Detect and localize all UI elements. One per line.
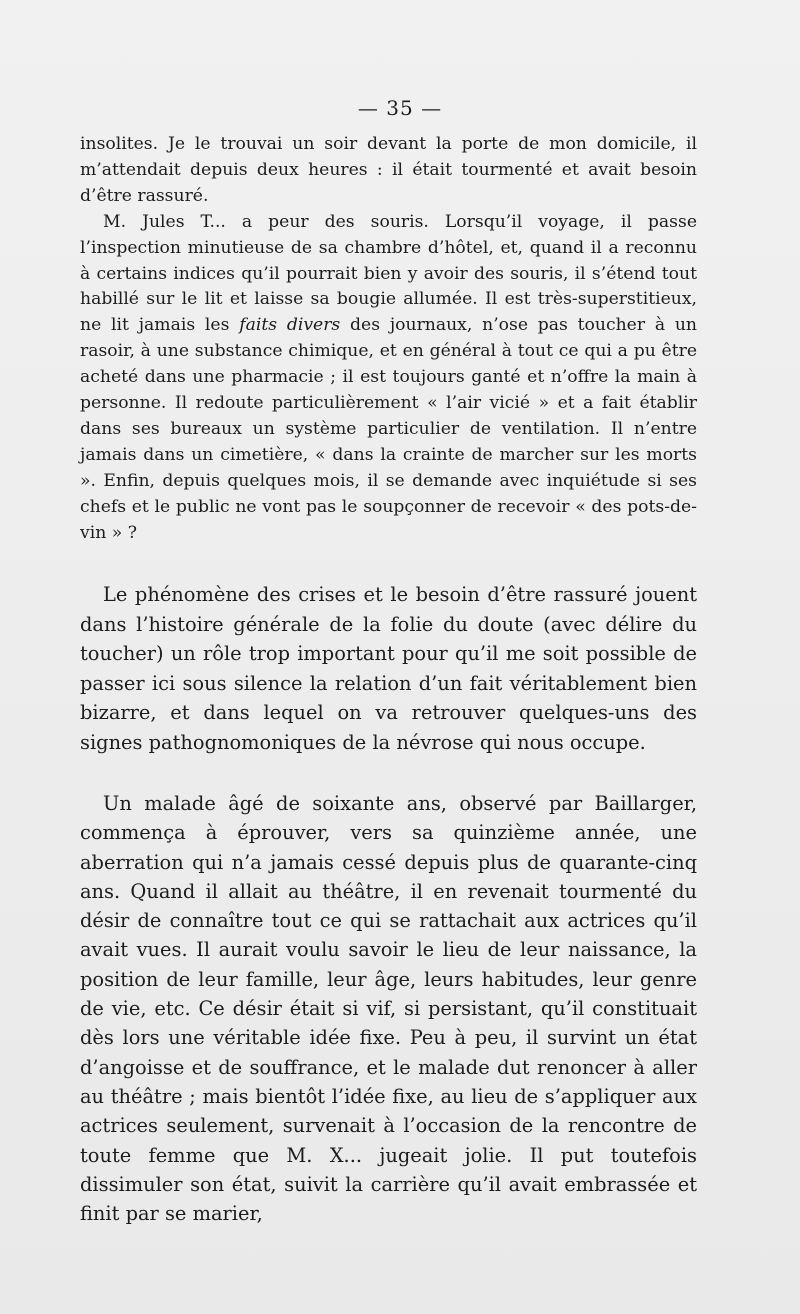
paragraph-jules-t — [80, 210, 697, 547]
text-block-malade — [80, 789, 697, 1228]
text-block-continuation — [80, 132, 697, 547]
paragraph-phenomene: Le phénomène des crises et le besoin d’être rassuré jouent dans l’histoire générale de la folie du doute (avec délire du toucher) un rôle trop important pour qu’il me soit possible de passer ici sous silence la relation d’un fait véritablement bien bizarre, et dans lequel on va retrouver quelques-uns des signes pathognomoniques de la névrose qui nous occupe. — [80, 583, 697, 754]
paragraph-malade: Un malade âgé de soixante ans, observé par Baillarger, commença à éprouver, vers sa quinzième année, une aberration qui n’a jamais cessé depuis plus de quarante-cinq ans. Quand il allait au théâtre, il en revenait tourmenté du désir de connaître tout ce qui se rattachait aux actrices qu’il avait vues. Il aurait voulu savoir le lieu de leur naissance, la position de leur famille, leur âge, leurs habitudes, leur genre de vie, etc. Ce désir était si vif, si persistant, qu’il constituait dès lors une véritable idée fixe. Peu à peu, il survint un état d’angoisse et de souffrance, et le malade dut renoncer à aller au théâtre ; mais bientôt l’idée fixe, au lieu de s’appliquer aux actrices seulement, survenait à l’occasion de la rencontre de toute femme que M. X... jugeait jolie. Il put toutefois dissimuler son état, suivit la carrière qu’il avait embrassée et finit par se marier, — [80, 792, 697, 1226]
text-block-phenomene — [80, 580, 697, 757]
paragraph-jules-t-part2: des journaux, n’ose pas toucher à un rasoir, à une substance chimique, et en général à tout ce qui a pu être acheté dans une pharmacie ; il est toujours ganté et n’offre la main à personne. Il redoute particulièrement « l’air vicié » et a fait établir dans ses bureaux un système particulier de ventilation. Il n’entre jamais dans un cimetière, « dans la crainte de marcher sur les morts ». Enfin, depuis quelques mois, il se demande avec inquiétude si ses chefs et le public ne vont pas le soupçonner de recevoir « des pots-de-vin » ? — [80, 315, 697, 543]
page-number: — 35 — — [357, 96, 443, 120]
paragraph-jules-t-part1: M. Jules T... a peur des souris. Lorsqu’il voyage, il passe l’inspection minutieuse de sa chambre d’hôtel, et, quand il a reconnu à certains indices qu’il pourrait bien y avoir des souris, il s’étend tout habillé sur le lit et laisse sa bougie allumée. Il est très-superstitieux, ne lit jamais les — [80, 211, 697, 336]
italic-faits-divers: faits divers — [239, 315, 341, 336]
paragraph-insolites: insolites. Je le trouvai un soir devant la porte de mon domicile, il m’attendait depuis deux heures : il était tourmenté et avait besoin d’être rassuré. — [80, 134, 697, 206]
